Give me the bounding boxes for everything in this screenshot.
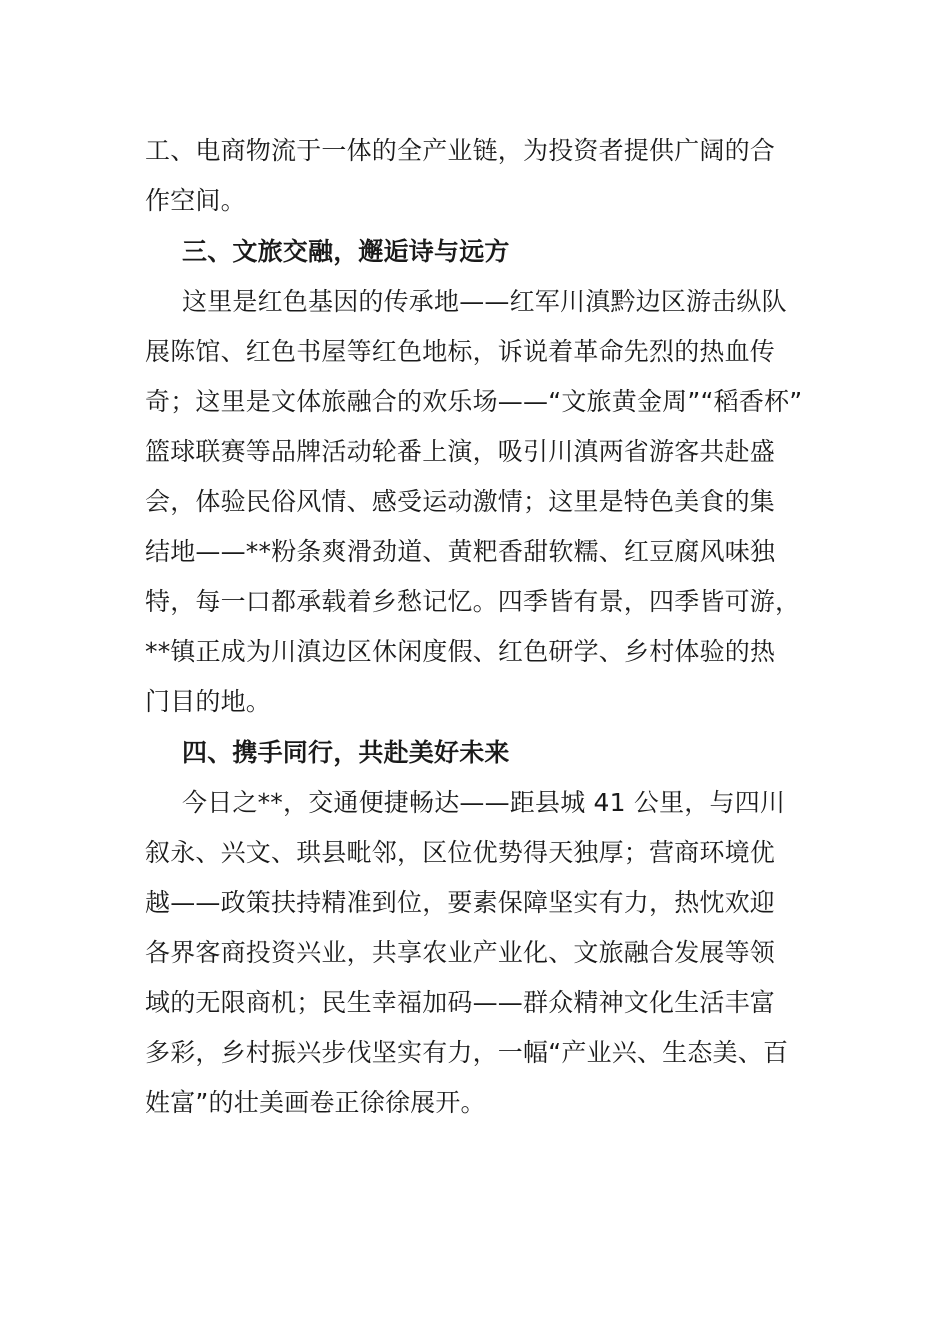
- paragraph-line: 门目的地。: [145, 687, 272, 716]
- paragraph-line: 这里是红色基因的传承地——红军川滇黔边区游击纵队: [182, 287, 787, 316]
- paragraph-line: 作空间。: [145, 186, 246, 215]
- paragraph-line: 姓富”的壮美画卷正徐徐展开。: [145, 1088, 486, 1117]
- paragraph-line: 特，每一口都承载着乡愁记忆。四季皆有景，四季皆可游，: [145, 587, 801, 616]
- paragraph-line: 展陈馆、红色书屋等红色地标，诉说着革命先烈的热血传: [145, 337, 776, 366]
- paragraph-line: **镇正成为川滇边区休闲度假、红色研学、乡村体验的热: [145, 637, 776, 666]
- paragraph-line: 工、电商物流于一体的全产业链，为投资者提供广阔的合: [145, 136, 776, 165]
- paragraph-line: 今日之**，交通便捷畅达——距县城 41 公里，与四川: [182, 788, 786, 817]
- paragraph-line: 奇；这里是文体旅融合的欢乐场——“文旅黄金周”“稻香杯”: [145, 387, 803, 416]
- section-heading-3: 三、文旅交融，邂逅诗与远方: [182, 237, 510, 266]
- paragraph-line: 多彩，乡村振兴步伐坚实有力，一幅“产业兴、生态美、百: [145, 1038, 789, 1067]
- paragraph-line: 各界客商投资兴业，共享农业产业化、文旅融合发展等领: [145, 938, 776, 967]
- paragraph-line: 会，体验民俗风情、感受运动激情；这里是特色美食的集: [145, 487, 776, 516]
- paragraph-line: 结地——**粉条爽滑劲道、黄粑香甜软糯、红豆腐风味独: [145, 537, 776, 566]
- paragraph-line: 域的无限商机；民生幸福加码——群众精神文化生活丰富: [145, 988, 776, 1017]
- paragraph-line: 叙永、兴文、珙县毗邻，区位优势得天独厚；营商环境优: [145, 838, 776, 867]
- paragraph-line: 篮球联赛等品牌活动轮番上演，吸引川滇两省游客共赴盛: [145, 437, 776, 466]
- section-heading-4: 四、携手同行，共赴美好未来: [182, 738, 510, 767]
- paragraph-line: 越——政策扶持精准到位，要素保障坚实有力，热忱欢迎: [145, 888, 776, 917]
